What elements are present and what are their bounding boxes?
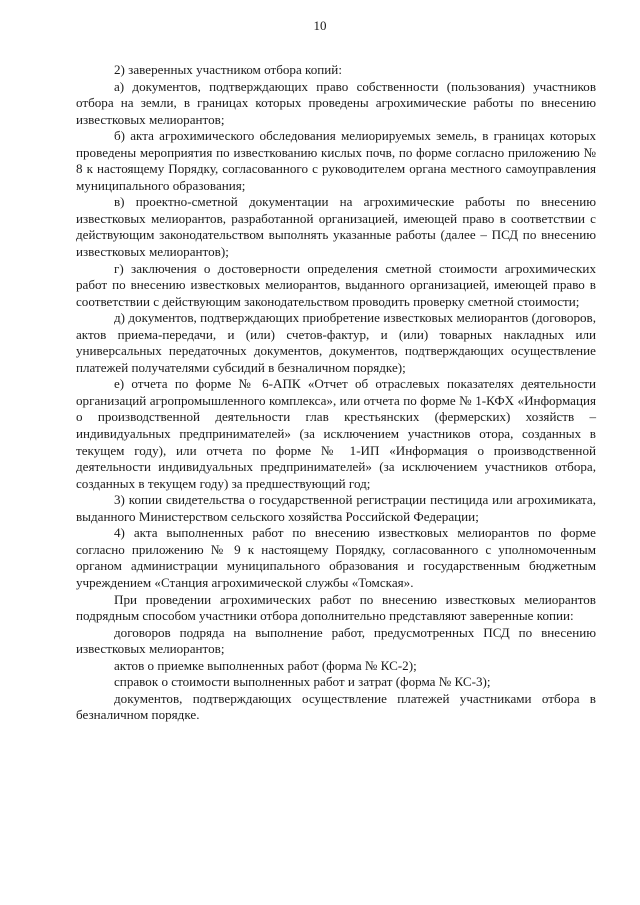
paragraph-contracts: договоров подряда на выполнение работ, предусмотренных ПСД по внесению известковых мелиорантов;	[76, 624, 596, 657]
paragraph-4: 4) акта выполненных работ по внесению известковых мелиорантов по форме согласно приложению № 9 к настоящему Порядку, согласованного с уполномоченным органом администрации муниципального образования и государственным бюджетным учреждением «Станция агрохимической службы «Томская».	[76, 525, 596, 590]
paragraph-2g: г) заключения о достоверности определения сметной стоимости агрохимических работ по внесению известковых мелиорантов, выданного организацией, имеющей право в соответствии с действующим законодательством проводить проверку сметной стоимости;	[76, 260, 596, 309]
paragraph-contract-intro: При проведении агрохимических работ по внесению известковых мелиорантов подрядным способом участники отбора дополнительно представляют заверенные копии:	[76, 591, 596, 624]
paragraph-2a: а) документов, подтверждающих право собственности (пользования) участников отбора на земли, в границах которых проведены агрохимические работы по внесению известковых мелиорантов;	[76, 78, 596, 127]
paragraph-3: 3) копии свидетельства о государственной регистрации пестицида или агрохимиката, выданного Министерством сельского хозяйства Российской Федерации;	[76, 492, 596, 524]
paragraph-2e: е) отчета по форме № 6-АПК «Отчет об отраслевых показателях деятельности организаций агропромышленного комплекса», или отчета по форме № 1-КФХ «Информация о производственной деятельности глав крестьянских (фермерских) хозяйств – индивидуальных предпринимателей» (за исключением участников отора, созданных в текущем году), или отчета по форме № 1-ИП «Информация о производственной деятельности индивидуальных предпринимателей» (за исключением участников отбора, созданных в текущем году) за предшествующий год;	[76, 376, 596, 491]
paragraph-2b: б) акта агрохимического обследования мелиорируемых земель, в границах которых проведены мероприятия по известкованию кислых почв, по форме согласно приложению № 8 к настоящему Порядку, согласованного с руководителем органа местного самоуправления муниципального образования;	[76, 128, 596, 193]
paragraph-payments: документов, подтверждающих осуществление платежей участниками отбора в безналичном порядке.	[76, 690, 596, 723]
paragraph-2v: в) проектно-сметной документации на агрохимические работы по внесению известковых мелиорантов, разработанной организацией, имеющей право в соответствии с действующим законодательством выполнять указанные работы (далее – ПСД по внесению известковых мелиорантов);	[76, 194, 596, 260]
paragraph-2-intro: 2) заверенных участником отбора копий:	[114, 62, 342, 77]
paragraph-2d: д) документов, подтверждающих приобретение известковых мелиорантов (договоров, актов приема-передачи, и (или) счетов-фактур, и (или) товарных накладных или универсальных передаточных документов, документов, подтверждающих осуществление платежей получателями субсидий в безналичном порядке);	[76, 310, 596, 375]
paragraph-ks3: справок о стоимости выполненных работ и затрат (форма № КС-3);	[114, 674, 491, 690]
document-body	[76, 62, 596, 724]
page-number: 10	[313, 18, 327, 33]
paragraph-ks2: актов о приемке выполненных работ (форма № КС-2);	[114, 657, 417, 673]
